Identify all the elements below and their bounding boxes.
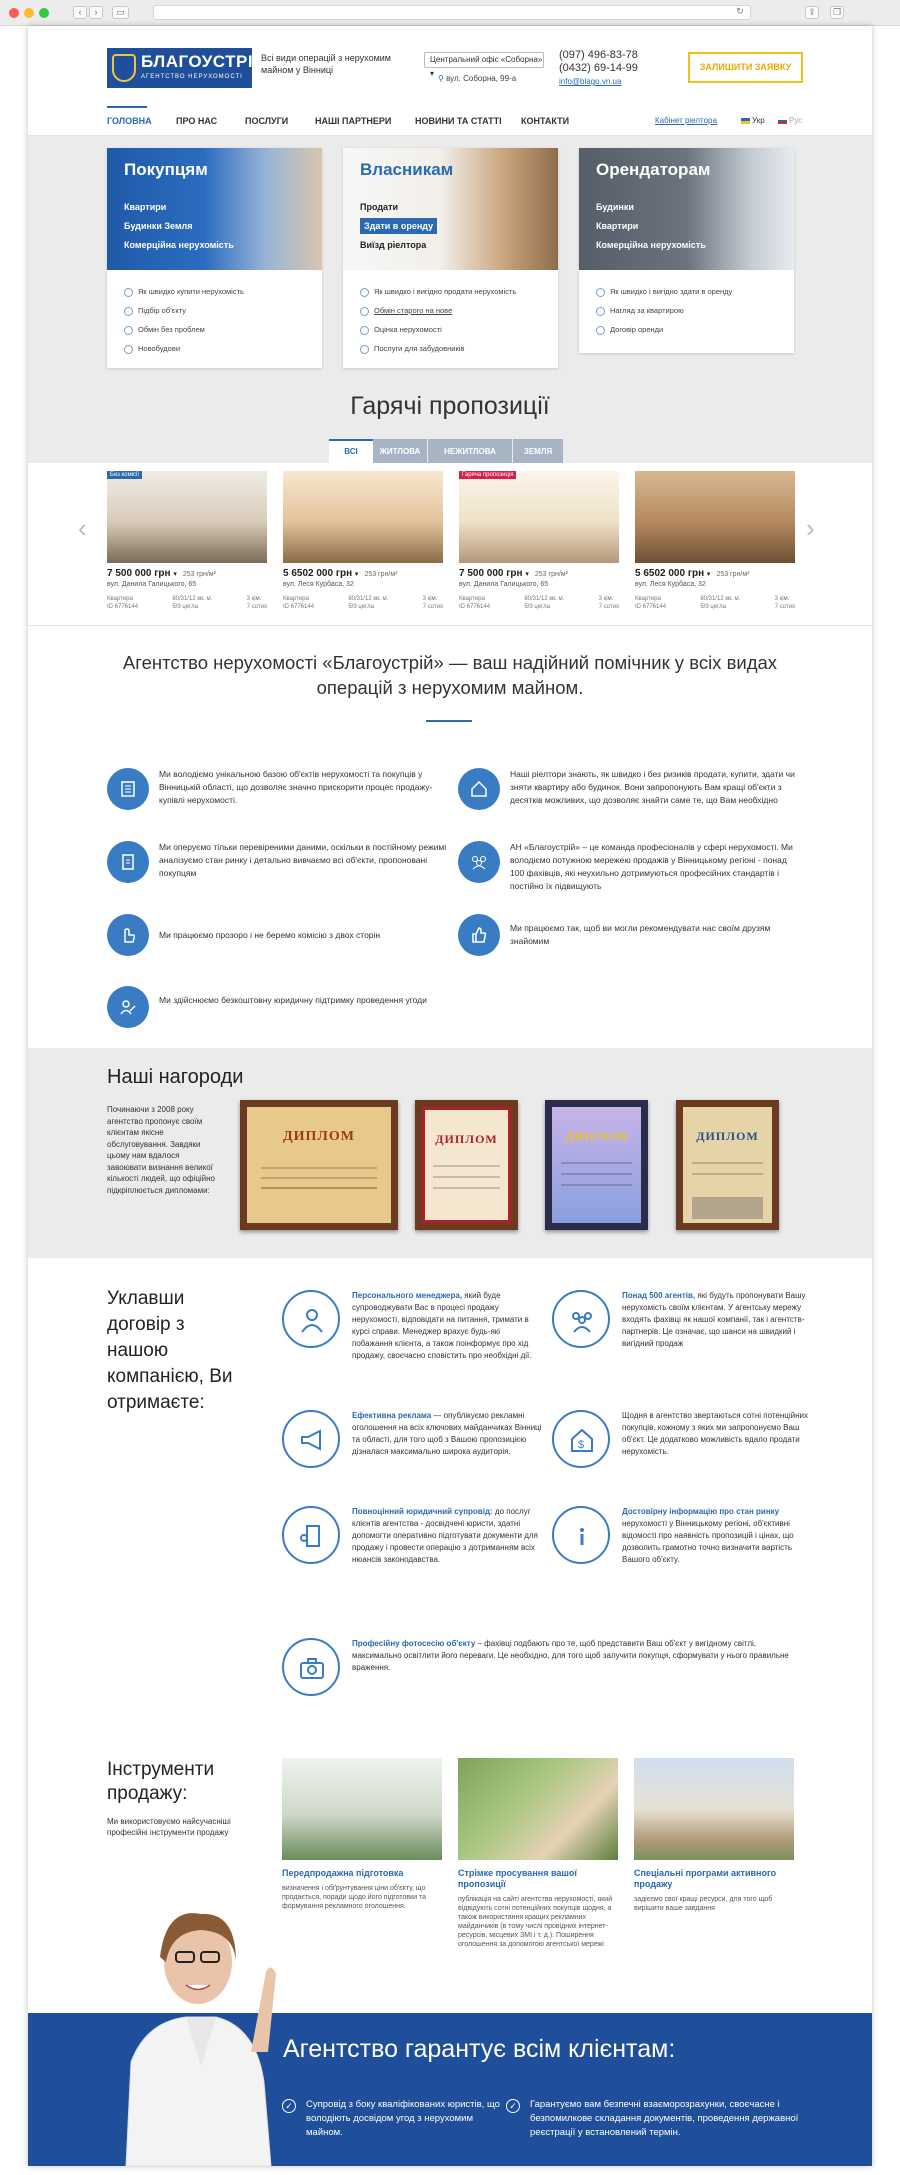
category-card-owners: [343, 148, 558, 368]
listing-card[interactable]: [283, 471, 443, 611]
hot-offers-title: Гарячі пропозиції: [350, 392, 550, 420]
listing-street: вул. Данила Галицького, 65: [107, 581, 197, 588]
listing-badge: Без комісії: [107, 471, 142, 479]
tool-card[interactable]: Передпродажна підготовка визначення і обґрунтування ціни об'єкту, що продається, поради щодо його підготовки та формування рекламного оголошення.: [282, 1758, 442, 1911]
listing-price: 7 500 000 грн ▾ 253 грн/м²: [107, 568, 216, 579]
listing-badge: Гаряча пропозиція: [459, 471, 516, 479]
phone-1[interactable]: (097) 496-83-78: [559, 49, 638, 61]
logo-subtitle: АГЕНТСТВО НЕРУХОМОСТІ: [141, 74, 243, 80]
category-title[interactable]: Власникам: [360, 160, 454, 179]
tab-land[interactable]: ЗЕМЛЯ: [513, 439, 563, 464]
category-title[interactable]: Покупцям: [124, 160, 208, 179]
list-item[interactable]: Обмін старого на нове: [360, 301, 558, 320]
info-icon: [552, 1506, 610, 1564]
listing-photo[interactable]: [107, 471, 267, 563]
check-icon: ✓: [282, 2099, 296, 2113]
listing-street: вул. Леся Курбаса, 32: [635, 581, 706, 588]
listing-card[interactable]: [459, 471, 619, 611]
diploma-image[interactable]: ДИПЛОМ: [240, 1100, 398, 1230]
office-select[interactable]: Центральний офіс «Соборна» ▾: [424, 52, 544, 68]
legal-support-icon: [107, 986, 149, 1028]
listing-meta: Квартира ID 6776144 80/31/12 кв. м. 5/9 цегла 3 кім. 7 сотих: [283, 596, 443, 610]
diploma-image[interactable]: ДИПЛОМ: [415, 1100, 518, 1230]
leave-request-button[interactable]: ЗАЛИШИТИ ЗАЯВКУ: [688, 52, 803, 83]
tab-nonresidential[interactable]: НЕЖИТЛОВА: [428, 439, 512, 464]
crest-icon: [112, 54, 136, 82]
web-page: БЛАГОУСТРІЙ АГЕНТСТВО НЕРУХОМОСТІ Всі види операцій з нерухомим майном у Вінниці Центральний офіс «Соборна» ▾ ⚲ вул. Соборна, 99-а (097) 496-83-78 (0432) 69-14-99 info@blago.vn.ua ЗАЛИШИТИ ЗАЯВКУ ГОЛОВНА ПРО НАС ПОСЛУГИ НАШІ ПАРТНЕРИ НОВИНИ ТА СТАТТІ КОНТАКТИ Кабінет ріелтора Укр Рус Покупцям Квартири Будинки Земля Комерційна нерухомість Як швидко купити нерухомість Підбір об'єкту Обмін без проблем Новобудови Власникам Продати Здати в оренду Виїзд ріелтора Як швидко і вигідно продати нерухомість Обмін старого на нове Оцінка нерухомості Послуги для забудовників Орендаторам Будинки Квартири Комерційна нерухомість Як швидко і вигідно здати в оренду Нагляд за квартирою Договір оренди Гарячі пропозиції ВСІ ЖИТЛОВА НЕЖИТЛОВА ЗЕМЛЯ Без комісії 7 500 000 грн ▾ 253 грн/м² вул. Данила Галицького, 65 Квартира ID 6776144 80/31/12 кв. м. 5/9 цегла 3 кім. 7 сотих 5 6502 000 грн ▾ 253 грн/м² вул. Леся Курбаса, 32 Квартира ID 6776144 80/31/12 кв. м. 5/9 цегла 3 кім. 7 сотих Гаряча пропозиція 7 500 000 грн ▾ 253 грн/м² вул. Данила Галицького, 65 Квартира ID 6776144 80/31/12 кв. м. 5/9 цегла 3 кім. 7 сотих 5 6502 000 грн ▾ 253 грн/м² вул. Леся Курбаса, 32 Квартира ID 6776144 80/31/12 кв. м. 5/9 цегла 3 кім. 7 сотих ‹ › Агентство нерухомості «Благоустрій» — ваш надійний помічник у всіх видах операцій з нерухомим майном. Ми володіємо унікальною базою об'єктів нерухомості та покупців у Вінницькій області, що дозволяє значно прискорити процес продажу-купівлі нерухомості. Наші ріелтори знають, як швидко і без ризиків продати, купити, здати чи зняти квартиру або будинок. Вони запропонують Вам кращі об'єкти з десятків можливих, що дозволяє знайти саме те, що Вам необхідно Ми оперуємо тільки перевіреними даними, оскільки в постійному режимі аналізуємо стан ринку і детально вивчаємо всі об'єкти, пропоновані покупцям АН «Благоустрій» – це команда професіоналів у сфері нерухомості. Ми володіємо потужною мережею продажів у Вінницькому регіоні - понад 100 фахівців, які неухильно дотримуються професійних стандартів і постійно їх підвищують Ми працюємо прозоро і не беремо комісію з двох сторін Ми працюємо так, щоб ви могли рекомендувати нас своїм друзям знайомим Ми здійснюємо безкоштовну юридичну підтримку проведення угоди Наші нагороди Починаючи з 2008 року агентство пропонує своїм клієнтам якісне обслуговування. Завдяки цьому нам вдалося завоювати визнання великої кількості людей, що офіційно підкріплюється дипломами: ДИПЛОМ ДИПЛОМ ДИПЛОМ ДИПЛОМ Уклавши договір з нашою компанією, Ви отримаєте: Персонального менеджера, який буде супроводжувати Вас в процесі продажу нерухомості, відповідати на питання, тримати в курсі справи. Менеджер врахує будь-які побажання клієнта, а також поінформує про хід продажу, своєчасно сповістить про необхідні дії. Понад 500 агентів, які будуть пропонувати Вашу нерухомість своїм клієнтам. У агентську мережу входять фахівці як нашої компанії, так і агентств-партнерів. Це означає, що шанси на швидкий і вигідний продаж Ефективна реклама — опублікуємо рекламні оголошення на всіх ключових майданчиках Вінниці та області, для того щоб з Вашою пропозицією дізналася максимально широка аудиторія. $ Щодня в агентство звертаються сотні потенційних покупців, кожному з яких ми запропонуємо Ваш об'єкт. Це додатково можливість вдало продати нерухомість. Повноцінний юридичний супровід: до послуг клієнтів агентства - досвідчені юристи, здатні допомогти оперативно підготувати документи для продажу і провести операцію з дотриманням всіх нюансів законодавства. Достовірну інформацію про стан ринку нерухомості у Вінницькому регіоні, об'єктивні відомості про наявність пропозицій і цінах, що дозволить грамотно точно визначити вартість Вашого об'єкту. Професійну фотосесію об'єкту – фахівці подбають про те, щоб представити Ваш об'єкт у вигідному світлі, максимально освітлити його переваги. Це необхідно, для того щоб залучити покупця, сформувати у нього правильне враження. Інструменти продажу: Ми використовуємо найсучасніші професійні інструменти продажу Передпродажна підготовка визначення і обґрунтування ціни об'єкту, що продається, поради щодо його підготовки та формування рекламного оголошення. Стрімке просування вашої пропозиції публікація на сайті агентства нерухомості, який відвідують сотні потенційних покупців щодня, а також використання кращих рекламних майданчиків (в тому числі провідних інтернет-ресурсів, місцевих ЗМІ і т. д.). Поширення оголошення за допомогою агентської мережі Спеціальні програми активного продажу задієємо свої кращі ресурси, для того щоб вирішити ваше завдання Агентство гарантує всім клієнтам: ✓ Супровід з боку кваліфікованих юристів, що володіють досвідом угод з нерухомим майном. ✓ Гарантуємо вам безпечні взаєморозрахунки, своєчасне і безпомилкове складання документів, проведення державної реєстрації у встановлений термін.: [28, 26, 872, 2166]
category-card-tenants: [579, 148, 794, 353]
contract-title: Уклавши договір з нашою компанією, Ви отримаєте:: [107, 1288, 233, 1413]
nav-partners[interactable]: НАШІ ПАРТНЕРИ: [315, 116, 392, 126]
hand-icon: [107, 914, 149, 956]
agency-headline: Агентство нерухомості «Благоустрій» — ваш надійний помічник у всіх видах операцій з нерухомим майном.: [122, 652, 778, 698]
chevron-down-icon: ▾: [430, 69, 435, 78]
link-commercial[interactable]: Комерційна нерухомість: [124, 240, 234, 250]
guarantee-item: ✓ Гарантуємо вам безпечні взаєморозрахунки, своєчасне і безпомилкове складання документів, проведення державної реєстрації у встановлений термін.: [506, 2098, 806, 2140]
site-header: [28, 26, 872, 106]
russia-flag-icon: [778, 118, 787, 124]
document-icon: [107, 841, 149, 883]
share-icon[interactable]: ⇪: [805, 6, 819, 19]
list-item[interactable]: Підбір об'єкту: [124, 301, 322, 320]
lang-ukr[interactable]: Укр: [741, 116, 765, 125]
tagline: Всі види операцій з нерухомим майном у Вінниці: [261, 53, 391, 75]
manager-icon: [282, 1290, 340, 1348]
listing-meta: Квартира ID 6776144 80/31/12 кв. м. 5/9 цегла 3 кім. 7 сотих: [635, 596, 795, 610]
maximize-window-dot[interactable]: [39, 8, 49, 18]
listing-price: 5 6502 000 грн ▾ 253 грн/м²: [635, 568, 750, 579]
team-icon: [458, 841, 500, 883]
tabs-icon[interactable]: ❐: [830, 6, 844, 19]
database-icon: [107, 768, 149, 810]
listing-price: 7 500 000 грн ▾ 253 грн/м²: [459, 568, 568, 579]
ukraine-flag-icon: [741, 118, 750, 124]
list-item[interactable]: Оцінка нерухомості: [360, 320, 558, 339]
listing-price: 5 6502 000 грн ▾ 253 грн/м²: [283, 568, 398, 579]
email-link[interactable]: info@blago.vn.ua: [559, 77, 622, 86]
browser-toolbar: [0, 0, 900, 26]
carousel-prev-icon[interactable]: ‹: [78, 513, 87, 543]
tools-subtitle: Ми використовуємо найсучасніші професійні інструменти продажу: [107, 1817, 231, 1837]
owners-photo: [343, 148, 558, 270]
realtor-cabinet-link[interactable]: Кабінет ріелтора: [655, 116, 717, 125]
awards-section: [28, 1048, 872, 1258]
tab-all[interactable]: ВСІ: [329, 439, 373, 464]
chevron-down-icon[interactable]: ▾: [354, 571, 359, 578]
buyers-photo: [107, 148, 322, 270]
logo-title: БЛАГОУСТРІЙ: [141, 52, 266, 71]
nav-contacts[interactable]: КОНТАКТИ: [521, 116, 570, 126]
list-item[interactable]: Договір оренди: [596, 320, 794, 339]
address-bar[interactable]: [153, 5, 751, 20]
listing-street: вул. Леся Курбаса, 32: [283, 581, 354, 588]
link-sell[interactable]: Продати: [360, 202, 399, 212]
list-item[interactable]: Як швидко і вигідно здати в оренду: [596, 282, 794, 301]
diploma-image[interactable]: ДИПЛОМ: [676, 1100, 779, 1230]
site-logo[interactable]: [107, 48, 266, 88]
tool-photo: [282, 1758, 442, 1860]
map-pin-icon: ⚲: [438, 74, 444, 83]
active-indicator: [107, 106, 147, 108]
link-houses[interactable]: Будинки: [596, 202, 634, 212]
listing-street: вул. Данила Галицького, 65: [459, 581, 549, 588]
listing-photo[interactable]: [459, 471, 619, 563]
carousel-next-icon[interactable]: ›: [806, 513, 815, 543]
link-apartments[interactable]: Квартири: [124, 202, 167, 212]
list-item[interactable]: Як швидко і вигідно продати нерухомість: [360, 282, 558, 301]
tab-residential[interactable]: ЖИТЛОВА: [373, 439, 427, 464]
link-rent-out[interactable]: Здати в оренду: [360, 218, 437, 234]
link-commercial[interactable]: Комерційна нерухомість: [596, 240, 706, 250]
sidebar-icon[interactable]: ▭: [112, 6, 129, 19]
link-realtor-visit[interactable]: Виїзд ріелтора: [360, 240, 427, 250]
consultant-woman-image: [86, 1852, 296, 2166]
nav-news[interactable]: НОВИНИ ТА СТАТТІ: [415, 116, 502, 126]
list-item[interactable]: Послуги для забудовників: [360, 339, 558, 358]
tool-card[interactable]: Стрімке просування вашої пропозиції публікація на сайті агентства нерухомості, який відвідують сотні потенційних покупців щодня, а також використання кращих рекламних майданчиків (в тому числі провідних інтернет-ресурсів, місцевих ЗМІ і т. д.). Поширення оголошення за допомогою агентської мережі: [458, 1758, 618, 1949]
thumbs-up-icon: [458, 914, 500, 956]
back-icon[interactable]: ‹: [73, 6, 87, 19]
list-item[interactable]: Обмін без проблем: [124, 320, 322, 339]
contacts: [559, 49, 638, 88]
awards-title: Наші нагороди: [107, 1066, 244, 1088]
listing-photo[interactable]: [635, 471, 795, 563]
list-item[interactable]: Як швидко купити нерухомість: [124, 282, 322, 301]
chevron-down-icon[interactable]: ▾: [706, 571, 711, 578]
listing-meta: Квартира ID 6776144 80/31/12 кв. м. 5/9 цегла 3 кім. 7 сотих: [107, 596, 267, 610]
agents-icon: [552, 1290, 610, 1348]
house-money-icon: [552, 1410, 610, 1468]
tool-photo: [458, 1758, 618, 1860]
awards-text: Починаючи з 2008 року агентство пропонує своїм клієнтам якісне обслуговування. Завдяки цьому нам вдалося завоювати визнання великої кількості людей, що офіційно підкріплюється дипломами:: [107, 1105, 216, 1195]
nav-services[interactable]: ПОСЛУГИ: [245, 116, 289, 126]
list-item[interactable]: Нагляд за квартирою: [596, 301, 794, 320]
nav-home[interactable]: ГОЛОВНА: [107, 116, 152, 126]
listings-carousel: [28, 463, 872, 626]
office-address: ⚲ вул. Соборна, 99-а: [438, 74, 517, 83]
reload-icon[interactable]: ↻: [736, 6, 744, 16]
megaphone-icon: [282, 1410, 340, 1468]
tool-card[interactable]: Спеціальні програми активного продажу задієємо свої кращі ресурси, для того щоб вирішити ваше завдання: [634, 1758, 794, 1913]
category-card-buyers: [107, 148, 322, 368]
minimize-window-dot[interactable]: [24, 8, 34, 18]
main-nav: [28, 106, 872, 136]
diploma-image[interactable]: ДИПЛОМ: [545, 1100, 648, 1230]
chevron-down-icon[interactable]: ▾: [525, 571, 529, 578]
camera-icon: [282, 1638, 340, 1696]
listing-card[interactable]: [107, 471, 267, 611]
check-icon: ✓: [506, 2099, 520, 2113]
guarantee-item: ✓ Супровід з боку кваліфікованих юристів, що володіють досвідом угод з нерухомим майном.: [282, 2098, 512, 2140]
chevron-down-icon[interactable]: ▾: [173, 571, 177, 578]
close-window-dot[interactable]: [9, 8, 19, 18]
category-title[interactable]: Орендаторам: [596, 160, 711, 179]
list-item[interactable]: Новобудови: [124, 339, 322, 358]
phone-2[interactable]: (0432) 69-14-99: [559, 62, 638, 74]
svg-text:$: $: [578, 1439, 585, 1451]
guarantee-title: Агентство гарантує всім клієнтам:: [283, 2035, 676, 2063]
listing-meta: Квартира ID 6776144 80/31/12 кв. м. 5/9 цегла 3 кім. 7 сотих: [459, 596, 619, 610]
legal-building-icon: [282, 1506, 340, 1564]
lang-rus[interactable]: Рус: [778, 116, 802, 125]
tenants-photo: [579, 148, 794, 270]
listing-card[interactable]: [635, 471, 795, 611]
nav-about[interactable]: ПРО НАС: [176, 116, 218, 126]
listing-photo[interactable]: [283, 471, 443, 563]
house-icon: [458, 768, 500, 810]
divider: [426, 720, 472, 722]
link-houses-land[interactable]: Будинки Земля: [124, 221, 193, 231]
forward-icon[interactable]: ›: [89, 6, 103, 19]
tools-title: Інструменти продажу:: [107, 1759, 215, 1804]
link-apartments[interactable]: Квартири: [596, 221, 639, 231]
tool-photo: [634, 1758, 794, 1860]
